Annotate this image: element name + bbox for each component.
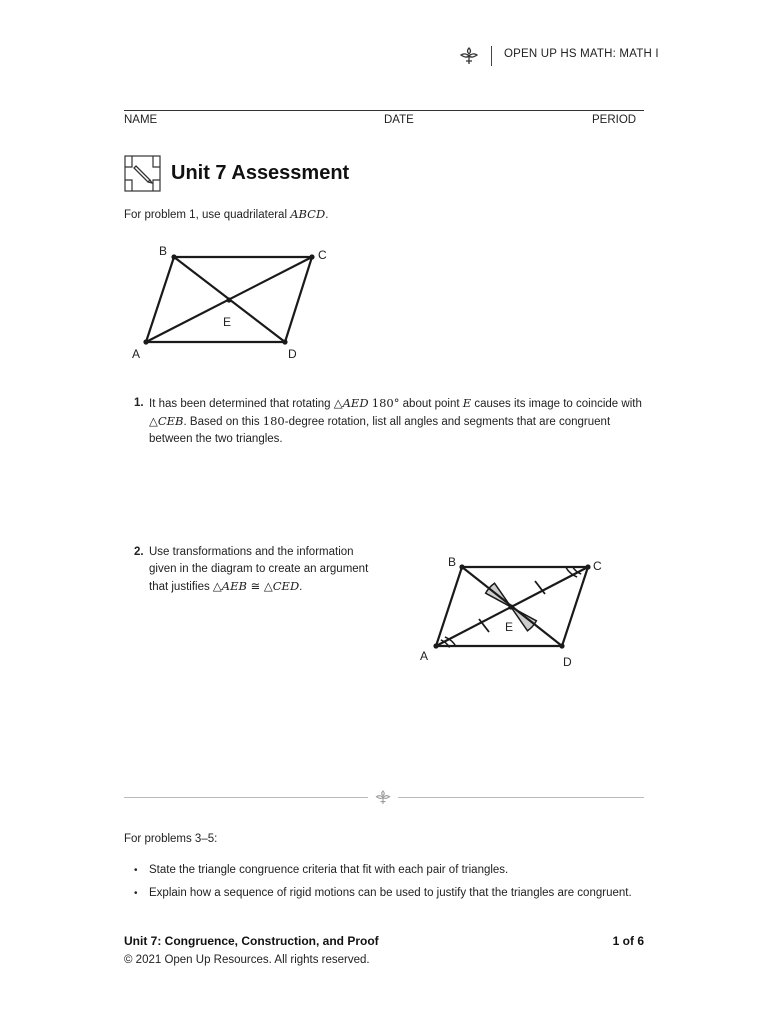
question1-text: It has been determined that rotating △AED 180° about point E causes its image to coincide with △CEB. Based on this 180-degree rotation, list all angles and segments that are congruent between the two triangles. bbox=[149, 396, 642, 445]
label-a: A bbox=[132, 347, 141, 361]
label-d-2: D bbox=[563, 655, 572, 669]
date-label: DATE bbox=[384, 114, 414, 126]
section-divider-logo bbox=[374, 789, 392, 806]
period-label: PERIOD bbox=[592, 114, 637, 126]
instruction-item: • State the triangle congruence criteria that fit with each pair of triangles. bbox=[124, 862, 654, 879]
label-c: C bbox=[318, 248, 327, 262]
vertex-a bbox=[143, 339, 148, 344]
openup-logo-icon bbox=[458, 46, 480, 66]
name-date-rule bbox=[124, 110, 644, 111]
label-b: B bbox=[159, 244, 168, 258]
pencil-ruler-icon bbox=[124, 155, 161, 192]
label-e: E bbox=[223, 315, 232, 329]
assessment-icon-box bbox=[124, 155, 161, 192]
header-separator bbox=[491, 46, 492, 66]
vertex-c-2 bbox=[585, 564, 590, 569]
angle-ced-shade bbox=[511, 607, 536, 631]
openup-logo-icon bbox=[374, 789, 392, 806]
vertex-b bbox=[171, 254, 176, 259]
quad-name: ABCD bbox=[290, 207, 326, 221]
question2-text: Use transformations and the information given in the diagram to create an argument that justifies △AEB ≅ △CED. bbox=[149, 546, 369, 593]
footer-copyright: © 2021 Open Up Resources. All rights reserved. bbox=[124, 954, 370, 966]
question1-number: 1. bbox=[134, 397, 144, 409]
section-divider-left bbox=[124, 797, 368, 798]
vertex-e bbox=[226, 297, 231, 302]
instruction-item: • Explain how a sequence of rigid motions can be used to justify that the triangles are congruent. bbox=[124, 885, 654, 902]
quadrilateral-diagram bbox=[124, 240, 344, 365]
vertex-d bbox=[282, 339, 287, 344]
label-b-2: B bbox=[448, 555, 457, 569]
vertex-b-2 bbox=[459, 564, 464, 569]
label-d: D bbox=[288, 347, 297, 361]
footer-page-number: 1 of 6 bbox=[612, 934, 644, 948]
parallelogram-diagram bbox=[410, 550, 620, 675]
instructions-list bbox=[124, 862, 654, 908]
publisher-name: OPEN UP HS MATH: MATH I bbox=[504, 48, 659, 60]
footer-unit-title: Unit 7: Congruence, Construction, and Proof bbox=[124, 934, 379, 948]
vertex-e-2 bbox=[508, 604, 513, 609]
problem1-intro: For problem 1, use quadrilateral ABCD. bbox=[124, 207, 329, 221]
name-label: NAME bbox=[124, 114, 158, 126]
vertex-a-2 bbox=[433, 643, 438, 648]
section-divider-right bbox=[398, 797, 644, 798]
label-e-2: E bbox=[505, 620, 514, 634]
page-title: Unit 7 Assessment bbox=[171, 162, 350, 184]
question2-number: 2. bbox=[134, 546, 144, 558]
vertex-d-2 bbox=[559, 643, 564, 648]
label-a-2: A bbox=[420, 649, 429, 663]
label-c-2: C bbox=[593, 559, 602, 573]
vertex-c bbox=[309, 254, 314, 259]
publisher-logo bbox=[458, 46, 480, 66]
problems-3-5-intro: For problems 3–5: bbox=[124, 833, 218, 845]
